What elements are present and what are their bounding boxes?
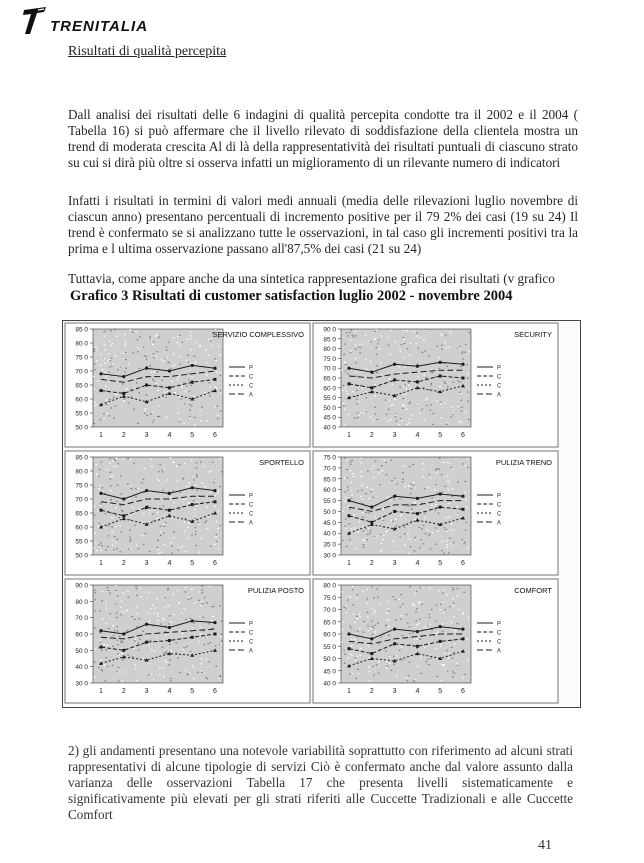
data-point — [213, 489, 216, 492]
y-tick-label: 55 0 — [323, 395, 336, 403]
chart-title: PULIZIA POSTO — [247, 586, 304, 595]
x-tick-label: 6 — [461, 688, 465, 695]
chart-panel — [65, 323, 310, 447]
x-tick-label: 6 — [461, 432, 465, 439]
data-point — [122, 497, 125, 500]
data-point — [100, 646, 103, 649]
data-point — [393, 642, 396, 645]
y-tick-label: 90 0 — [75, 582, 88, 590]
y-tick-label: 65 0 — [75, 510, 88, 518]
legend-label: P — [497, 621, 502, 628]
data-point — [122, 632, 125, 635]
y-tick-label: 50 0 — [75, 552, 88, 560]
legend-label: P — [249, 365, 254, 372]
data-point — [191, 381, 194, 384]
legend-label: C — [497, 383, 502, 390]
data-point — [145, 623, 148, 626]
x-tick-label: 2 — [369, 560, 374, 567]
chart-title: PULIZIA TRENO — [495, 458, 552, 467]
data-point — [416, 380, 419, 383]
data-point — [100, 509, 103, 512]
legend-label: A — [249, 648, 254, 655]
data-point — [145, 506, 148, 509]
y-tick-label: 70 0 — [323, 607, 336, 614]
legend-label: C — [497, 511, 502, 518]
y-tick-label: 80 0 — [75, 468, 88, 476]
x-tick-label: 6 — [461, 560, 465, 567]
legend-label: C — [249, 502, 254, 509]
data-point — [122, 649, 125, 652]
legend-label: P — [249, 621, 254, 628]
y-tick-label: 70 0 — [323, 365, 336, 373]
y-tick-label: 75 0 — [75, 482, 88, 490]
x-tick-label: 5 — [438, 688, 443, 695]
data-point — [348, 382, 351, 385]
data-point — [416, 512, 419, 515]
data-point — [439, 625, 442, 628]
legend-label: A — [497, 520, 502, 527]
data-point — [347, 499, 350, 502]
x-tick-label: 1 — [347, 432, 351, 439]
legend-label: C — [497, 374, 502, 381]
data-point — [370, 637, 373, 640]
y-tick-label: 80 0 — [75, 340, 88, 348]
data-point — [145, 489, 148, 492]
x-tick-label: 3 — [144, 432, 149, 439]
y-tick-label: 45 0 — [323, 414, 336, 422]
data-point — [347, 632, 350, 635]
data-point — [416, 630, 419, 633]
figure-frame — [62, 320, 581, 708]
legend-label: P — [497, 493, 502, 500]
x-tick-label: 6 — [213, 560, 217, 567]
data-point — [393, 510, 396, 513]
chart-panel — [65, 579, 310, 703]
y-tick-label: 75 0 — [323, 454, 336, 462]
data-point — [191, 619, 194, 622]
x-tick-label: 5 — [438, 432, 443, 439]
data-point — [370, 652, 373, 655]
legend-label: A — [497, 392, 502, 399]
legend-label: C — [497, 502, 502, 509]
y-tick-label: 50 0 — [323, 508, 336, 516]
y-tick-label: 80 0 — [75, 598, 88, 606]
x-tick-label: 2 — [369, 688, 374, 695]
chart-title: SERVIZIO COMPLESSIVO — [212, 330, 304, 339]
data-point — [462, 508, 465, 511]
x-tick-label: 4 — [167, 560, 172, 567]
x-tick-label: 5 — [190, 560, 195, 567]
plot-area — [341, 457, 471, 555]
data-point — [168, 369, 171, 372]
y-tick-label: 65 0 — [323, 619, 336, 627]
data-point — [462, 637, 465, 640]
data-point — [461, 495, 464, 498]
data-point — [393, 628, 396, 631]
x-tick-label: 6 — [213, 432, 217, 439]
legend-label: A — [497, 648, 502, 655]
data-point — [99, 629, 102, 632]
data-point — [348, 514, 351, 517]
x-tick-label: 2 — [121, 432, 126, 439]
y-tick-label: 30 0 — [323, 552, 336, 560]
y-tick-label: 60 0 — [323, 385, 336, 393]
legend-label: C — [249, 511, 254, 518]
chart-title: SPORTELLO — [259, 458, 304, 467]
y-tick-label: 45 0 — [323, 519, 336, 527]
chart-panel — [313, 323, 558, 447]
y-tick-label: 65 0 — [323, 476, 336, 484]
x-tick-label: 2 — [121, 688, 126, 695]
y-tick-label: 50 0 — [323, 656, 336, 663]
data-point — [191, 503, 194, 506]
data-point — [347, 367, 350, 370]
brand-name: TRENITALIA — [50, 17, 149, 35]
data-point — [99, 492, 102, 495]
legend-label: P — [249, 493, 254, 500]
chart-panel — [65, 451, 310, 575]
y-tick-label: 85 0 — [75, 326, 88, 334]
data-point — [393, 363, 396, 366]
data-point — [214, 378, 217, 381]
data-point — [100, 389, 103, 392]
data-point — [393, 495, 396, 498]
data-point — [439, 640, 442, 643]
charts-grid — [63, 321, 580, 707]
data-point — [145, 367, 148, 370]
data-point — [214, 633, 217, 636]
y-tick-label: 40 0 — [75, 664, 88, 672]
y-tick-label: 65 0 — [75, 382, 88, 390]
data-point — [191, 364, 194, 367]
x-tick-label: 2 — [369, 432, 374, 439]
figure-title: Grafico 3 Risultati di customer satisfaction luglio 2002 - novembre 2004 — [70, 288, 513, 304]
y-tick-label: 60 0 — [75, 524, 88, 532]
data-point — [213, 367, 216, 370]
data-point — [145, 384, 148, 387]
y-tick-label: 70 0 — [75, 615, 88, 623]
data-point — [214, 500, 217, 503]
y-tick-label: 75 0 — [323, 355, 336, 363]
y-tick-label: 75 0 — [75, 354, 88, 362]
trenitalia-logo-icon — [22, 6, 48, 36]
plot-area — [93, 585, 223, 683]
x-tick-label: 3 — [144, 688, 149, 695]
y-tick-label: 35 0 — [323, 541, 336, 549]
data-point — [348, 647, 351, 650]
x-tick-label: 1 — [99, 432, 103, 439]
data-point — [99, 372, 102, 375]
x-tick-label: 4 — [415, 432, 420, 439]
paragraph: 2) gli andamenti presentano una notevole variabilità soprattutto con riferimento ad alcuni strati rappresentativi di alcune tipologie di servizi Ciò è confermato anche dal valore assunto dalla varianza delle osservazioni Tabella 17 che presenta livelli sistematicamente e significativamente più elevati per gli strati riferiti alle Cuccette Tradizionali e alle Cuccette Comfort — [68, 743, 573, 823]
y-tick-label: 85 0 — [75, 454, 88, 462]
legend-label: C — [249, 639, 254, 646]
section-title: Risultati di qualità percepita — [68, 44, 227, 59]
y-tick-label: 65 0 — [323, 375, 336, 383]
x-tick-label: 1 — [347, 688, 351, 695]
y-tick-label: 55 0 — [323, 643, 336, 651]
x-tick-label: 3 — [144, 560, 149, 567]
y-tick-label: 55 0 — [75, 410, 88, 418]
x-tick-label: 6 — [213, 688, 217, 695]
y-tick-label: 70 0 — [75, 496, 88, 504]
x-tick-label: 3 — [392, 560, 397, 567]
y-tick-label: 55 0 — [75, 538, 88, 546]
y-tick-label: 60 0 — [323, 487, 336, 495]
y-tick-label: 60 0 — [323, 631, 336, 639]
x-tick-label: 5 — [190, 688, 195, 695]
x-tick-label: 4 — [167, 688, 172, 695]
data-point — [191, 636, 194, 639]
y-tick-label: 40 0 — [323, 530, 336, 538]
y-tick-label: 50 0 — [75, 424, 88, 432]
chart-panel — [313, 451, 558, 575]
data-point — [191, 486, 194, 489]
x-tick-label: 4 — [415, 560, 420, 567]
legend-label: C — [249, 374, 254, 381]
data-point — [168, 509, 171, 512]
y-tick-label: 60 0 — [75, 631, 88, 639]
legend-label: C — [249, 383, 254, 390]
x-tick-label: 4 — [167, 432, 172, 439]
y-tick-label: 70 0 — [75, 368, 88, 376]
y-tick-label: 85 0 — [323, 336, 336, 344]
data-point — [168, 492, 171, 495]
data-point — [370, 371, 373, 374]
x-tick-label: 1 — [99, 688, 103, 695]
y-tick-label: 80 0 — [323, 346, 336, 354]
data-point — [439, 375, 442, 378]
x-tick-label: 5 — [438, 560, 443, 567]
page-number: 41 — [538, 838, 552, 853]
legend-label: A — [249, 520, 254, 527]
x-tick-label: 1 — [99, 560, 103, 567]
x-tick-label: 5 — [190, 432, 195, 439]
data-point — [213, 621, 216, 624]
y-tick-label: 40 0 — [323, 424, 336, 432]
data-point — [439, 506, 442, 509]
legend-label: C — [497, 630, 502, 637]
y-tick-label: 30 0 — [75, 680, 88, 688]
data-point — [122, 375, 125, 378]
y-tick-label: 50 0 — [323, 404, 336, 412]
data-point — [462, 377, 465, 380]
y-tick-label: 70 0 — [323, 465, 336, 473]
y-tick-label: 80 0 — [323, 582, 336, 590]
y-tick-label: 90 0 — [323, 326, 336, 334]
legend-label: C — [249, 630, 254, 637]
paragraph: Infatti i risultati in termini di valori medi annuali (media delle rilevazioni luglio novembre di ciascun anno) presentano percentuali di incremento positive per il 79 2% dei casi (19 su 24) Il trend è confermato se si analizzano tutte le osservazioni, in tal caso gli incrementi positivi tra la prima e l ultima osservazione passano all'87,5% dei casi (21 su 24) — [68, 193, 578, 257]
data-point — [145, 641, 148, 644]
chart-title: SECURITY — [514, 330, 552, 339]
paragraph: Dall analisi dei risultati delle 6 indagini di qualità percepita condotte tra il 2002 e il 2004 ( Tabella 16) si può affermare che il livello rilevato di soddisfazione della clientela mostra un trend di moderata crescita Al di là della rappresentatività dei risultati puntuali di ciascuno strato su cui si dirà più oltre si osserva infatti un miglioramento di un rilevante numero di indicatori — [68, 107, 578, 171]
data-point — [461, 363, 464, 366]
chart-title: COMFORT — [514, 586, 552, 595]
paragraph: Tuttavia, come appare anche da una sintetica rappresentazione grafica dei risultati (v grafico — [68, 271, 555, 287]
x-tick-label: 3 — [392, 688, 397, 695]
y-tick-label: 45 0 — [323, 668, 336, 676]
data-point — [168, 386, 171, 389]
plot-area — [341, 329, 471, 427]
data-point — [370, 505, 373, 508]
data-point — [439, 492, 442, 495]
data-point — [370, 386, 373, 389]
data-point — [416, 365, 419, 368]
data-point — [393, 378, 396, 381]
x-tick-label: 3 — [392, 432, 397, 439]
y-tick-label: 75 0 — [323, 594, 336, 602]
data-point — [461, 628, 464, 631]
y-tick-label: 60 0 — [75, 396, 88, 404]
y-tick-label: 55 0 — [323, 498, 336, 506]
y-tick-label: 50 0 — [75, 647, 88, 655]
chart-panel — [313, 579, 558, 703]
trenitalia-logo — [22, 6, 148, 36]
data-point — [168, 626, 171, 629]
y-tick-label: 40 0 — [323, 680, 336, 688]
x-tick-label: 1 — [347, 560, 351, 567]
x-tick-label: 4 — [415, 688, 420, 695]
legend-label: C — [497, 639, 502, 646]
legend-label: A — [249, 392, 254, 399]
data-point — [168, 639, 171, 642]
legend-label: P — [497, 365, 502, 372]
x-tick-label: 2 — [121, 560, 126, 567]
data-point — [416, 645, 419, 648]
data-point — [416, 497, 419, 500]
data-point — [439, 361, 442, 364]
